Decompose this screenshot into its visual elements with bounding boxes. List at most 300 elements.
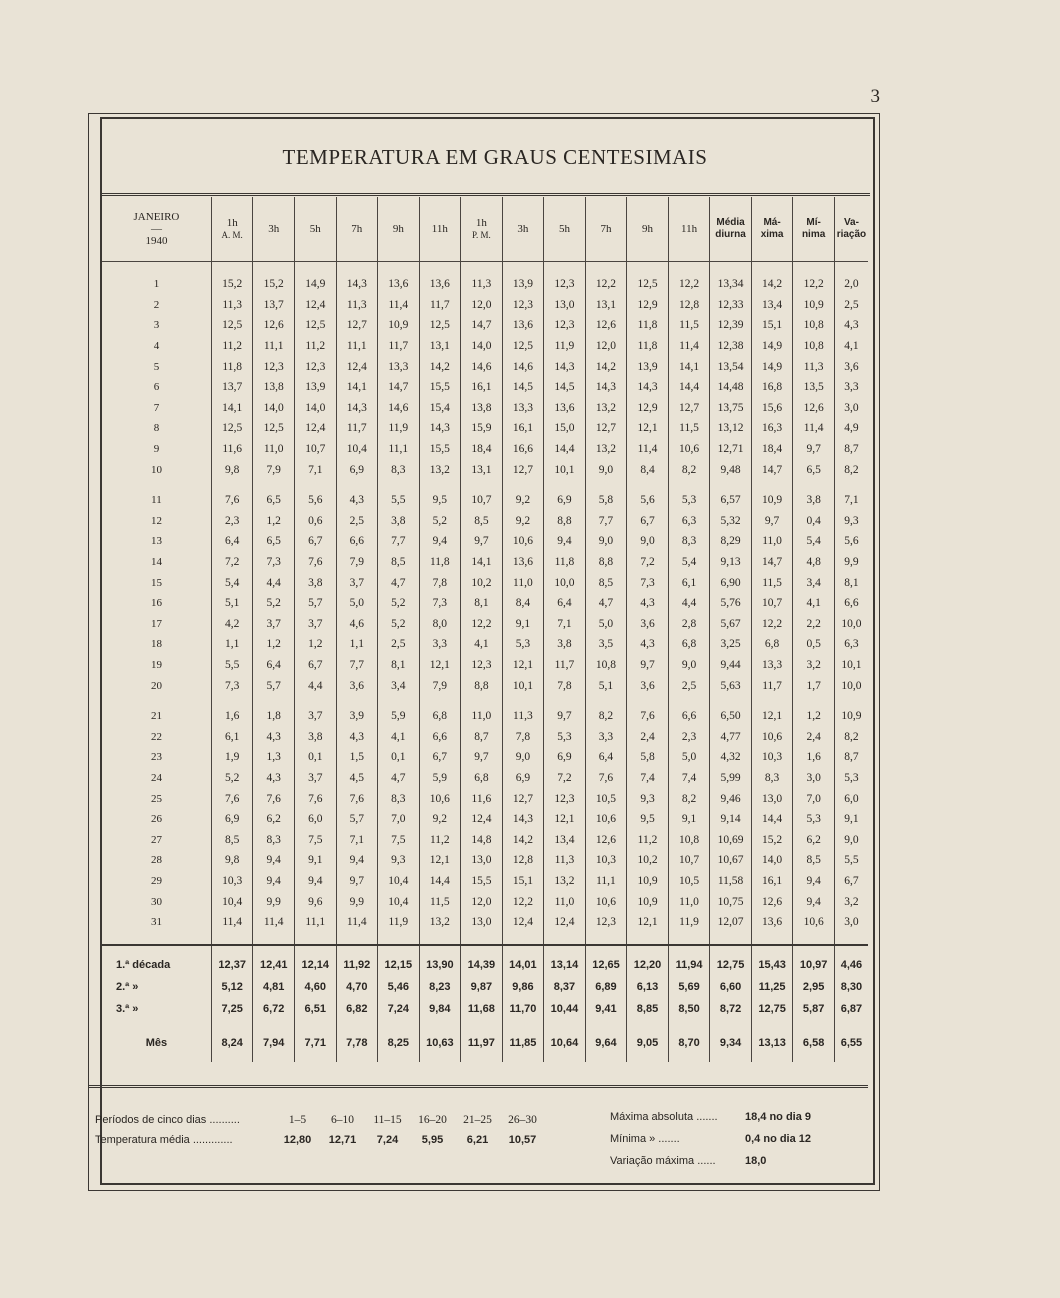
value-cell: 14,6 <box>461 356 503 377</box>
value-cell: 12,2 <box>668 262 710 295</box>
value-cell: 13,6 <box>544 398 586 419</box>
value-cell: 7,8 <box>502 726 544 747</box>
table-row <box>102 675 868 696</box>
value-cell: 11,4 <box>336 912 378 946</box>
value-cell: 14,5 <box>502 377 544 398</box>
value-cell: 9,4 <box>793 871 835 892</box>
value-cell: 12,5 <box>419 315 461 336</box>
value-cell: 10,7 <box>461 480 503 511</box>
value-cell: 1,2 <box>793 696 835 727</box>
value-cell: 12,5 <box>627 262 669 295</box>
value-cell: 6,2 <box>253 809 295 830</box>
value-cell: 2,0 <box>834 262 868 295</box>
value-cell: 2,5 <box>834 295 868 316</box>
value-cell: 10,4 <box>378 891 420 912</box>
value-cell: 6,8 <box>461 768 503 789</box>
summary-value: 10,97 <box>793 945 835 976</box>
value-cell: 4,2 <box>211 614 253 635</box>
value-cell: 11,3 <box>461 262 503 295</box>
value-cell: 3,8 <box>378 511 420 532</box>
value-cell: 10,9 <box>627 891 669 912</box>
five-day-periods <box>95 1110 555 1150</box>
value-cell: 11,1 <box>585 871 627 892</box>
value-cell: 9,1 <box>502 614 544 635</box>
value-cell: 1,1 <box>336 634 378 655</box>
value-cell: 12,1 <box>751 696 793 727</box>
maxima-header-bottom: xima <box>760 229 784 240</box>
value-cell: 9,0 <box>585 531 627 552</box>
summary-value: 11,85 <box>502 1020 544 1062</box>
value-cell: 2,4 <box>627 726 669 747</box>
value-cell: 10,5 <box>668 871 710 892</box>
day-cell: 18 <box>150 638 162 651</box>
value-cell: 12,4 <box>502 912 544 946</box>
value-cell: 7,0 <box>793 788 835 809</box>
value-cell: 11,2 <box>419 829 461 850</box>
value-cell: 11,1 <box>378 439 420 460</box>
value-cell: 11,6 <box>211 439 253 460</box>
table-row <box>102 891 868 912</box>
hour-header <box>544 197 586 262</box>
media-header-top: Média <box>716 217 745 228</box>
summary-value: 7,24 <box>378 998 420 1020</box>
value-cell: 8,5 <box>793 850 835 871</box>
table-row <box>102 696 868 727</box>
table-body <box>102 262 868 1063</box>
summary-value: 12,41 <box>253 945 295 976</box>
value-cell: 3,4 <box>793 572 835 593</box>
value-cell: 14,1 <box>668 356 710 377</box>
minima-header <box>793 197 835 262</box>
hour-header <box>294 197 336 262</box>
value-cell: 15,2 <box>253 262 295 295</box>
minima-header-bottom: nima <box>801 229 826 240</box>
value-cell: 4,1 <box>378 726 420 747</box>
value-cell: 11,4 <box>627 439 669 460</box>
value-cell: 14,4 <box>419 871 461 892</box>
day-cell: 5 <box>153 360 160 373</box>
value-cell: 1,2 <box>294 634 336 655</box>
value-cell: 10,7 <box>668 850 710 871</box>
hour-label: 5h <box>309 223 321 235</box>
table-row <box>102 480 868 511</box>
day-cell: 12 <box>150 514 162 527</box>
value-cell: 3,6 <box>336 675 378 696</box>
table-row <box>102 295 868 316</box>
value-cell: 12,4 <box>294 295 336 316</box>
value-cell: 14,0 <box>253 398 295 419</box>
value-cell: 12,2 <box>461 614 503 635</box>
value-cell: 4,1 <box>461 634 503 655</box>
value-cell: 9,4 <box>336 850 378 871</box>
value-cell: 0,1 <box>378 747 420 768</box>
value-cell: 5,3 <box>502 634 544 655</box>
value-cell: 10,8 <box>793 315 835 336</box>
value-cell: 4,7 <box>378 768 420 789</box>
value-cell: 8,5 <box>461 511 503 532</box>
summary-row <box>102 976 868 998</box>
table-row <box>102 418 868 439</box>
value-cell: 3,3 <box>585 726 627 747</box>
value-cell: 4,3 <box>336 726 378 747</box>
value-cell: 14,3 <box>627 377 669 398</box>
value-cell: 12,3 <box>544 788 586 809</box>
summary-label: Mês <box>145 1037 168 1050</box>
value-cell: 11,0 <box>253 439 295 460</box>
value-cell: 8,5 <box>585 572 627 593</box>
value-cell: 4,3 <box>253 726 295 747</box>
value-cell: 16,1 <box>751 871 793 892</box>
value-cell: 13,2 <box>585 439 627 460</box>
value-cell: 11,1 <box>336 336 378 357</box>
value-cell: 14,7 <box>751 552 793 573</box>
value-cell: 9,9 <box>336 891 378 912</box>
value-cell: 12,3 <box>585 912 627 946</box>
summary-value: 13,13 <box>751 1020 793 1062</box>
value-cell: 13,9 <box>502 262 544 295</box>
value-cell: 13,12 <box>710 418 752 439</box>
day-cell: 26 <box>150 813 162 826</box>
max-abs-label: Máxima absoluta ....... <box>610 1111 718 1123</box>
value-cell: 11,1 <box>294 912 336 946</box>
value-cell: 13,8 <box>253 377 295 398</box>
day-cell: 9 <box>153 443 160 456</box>
value-cell: 12,5 <box>211 315 253 336</box>
value-cell: 0,5 <box>793 634 835 655</box>
summary-value: 13,14 <box>544 945 586 976</box>
value-cell: 15,1 <box>751 315 793 336</box>
value-cell: 10,0 <box>544 572 586 593</box>
value-cell: 6,3 <box>668 511 710 532</box>
value-cell: 13,34 <box>710 262 752 295</box>
value-cell: 5,4 <box>793 531 835 552</box>
value-cell: 14,2 <box>585 356 627 377</box>
summary-value: 6,72 <box>253 998 295 1020</box>
value-cell: 7,0 <box>378 809 420 830</box>
value-cell: 8,2 <box>585 696 627 727</box>
value-cell: 13,75 <box>710 398 752 419</box>
value-cell: 6,7 <box>294 531 336 552</box>
value-cell: 1,3 <box>253 747 295 768</box>
day-cell: 10 <box>150 463 162 476</box>
day-cell: 30 <box>150 895 162 908</box>
value-cell: 16,1 <box>502 418 544 439</box>
value-cell: 13,6 <box>378 262 420 295</box>
table-row <box>102 593 868 614</box>
value-cell: 12,0 <box>461 295 503 316</box>
day-cell: 2 <box>153 298 160 311</box>
value-cell: 1,7 <box>793 675 835 696</box>
summary-row <box>102 945 868 976</box>
value-cell: 12,2 <box>502 891 544 912</box>
value-cell: 4,7 <box>585 593 627 614</box>
min-row <box>610 1128 870 1150</box>
value-cell: 11,9 <box>668 912 710 946</box>
value-cell: 7,1 <box>336 829 378 850</box>
value-cell: 7,1 <box>294 459 336 480</box>
summary-value: 6,89 <box>585 976 627 998</box>
value-cell: 5,6 <box>294 480 336 511</box>
summary-value: 6,55 <box>834 1020 868 1062</box>
value-cell: 6,1 <box>211 726 253 747</box>
value-cell: 15,2 <box>211 262 253 295</box>
value-cell: 14,1 <box>336 377 378 398</box>
min-label: Mínima » ....... <box>610 1133 680 1145</box>
value-cell: 7,8 <box>419 572 461 593</box>
value-cell: 12,1 <box>627 418 669 439</box>
value-cell: 5,7 <box>253 675 295 696</box>
value-cell: 3,8 <box>294 726 336 747</box>
value-cell: 6,0 <box>834 788 868 809</box>
value-cell: 3,5 <box>585 634 627 655</box>
value-cell: 14,3 <box>502 809 544 830</box>
value-cell: 1,2 <box>253 511 295 532</box>
value-cell: 10,0 <box>834 675 868 696</box>
value-cell: 12,6 <box>253 315 295 336</box>
value-cell: 11,6 <box>461 788 503 809</box>
value-cell: 3,2 <box>834 891 868 912</box>
value-cell: 1,1 <box>211 634 253 655</box>
media-header <box>710 197 752 262</box>
value-cell: 15,6 <box>751 398 793 419</box>
value-cell: 6,1 <box>668 572 710 593</box>
day-cell: 19 <box>150 658 162 671</box>
value-cell: 10,4 <box>336 439 378 460</box>
value-cell: 6,57 <box>710 480 752 511</box>
value-cell: 8,8 <box>461 675 503 696</box>
hour-label: 5h <box>558 223 570 235</box>
value-cell: 6,5 <box>253 531 295 552</box>
value-cell: 11,0 <box>461 696 503 727</box>
value-cell: 3,3 <box>834 377 868 398</box>
value-cell: 10,69 <box>710 829 752 850</box>
value-cell: 10,1 <box>502 675 544 696</box>
value-cell: 10,4 <box>211 891 253 912</box>
period-mean-temp: 10,57 <box>508 1134 537 1146</box>
summary-value: 12,75 <box>751 998 793 1020</box>
value-cell: 12,7 <box>585 418 627 439</box>
value-cell: 12,1 <box>419 850 461 871</box>
value-cell: 11,4 <box>378 295 420 316</box>
value-cell: 2,5 <box>378 634 420 655</box>
value-cell: 12,8 <box>502 850 544 871</box>
summary-value: 11,25 <box>751 976 793 998</box>
summary-value: 4,60 <box>294 976 336 998</box>
value-cell: 7,6 <box>585 768 627 789</box>
day-cell: 21 <box>150 710 162 723</box>
value-cell: 8,1 <box>461 593 503 614</box>
summary-row <box>102 998 868 1020</box>
value-cell: 13,6 <box>502 315 544 336</box>
value-cell: 9,7 <box>793 439 835 460</box>
value-cell: 9,1 <box>294 850 336 871</box>
value-cell: 10,6 <box>585 891 627 912</box>
day-cell: 13 <box>150 535 162 548</box>
summary-value: 12,75 <box>710 945 752 976</box>
table-row <box>102 829 868 850</box>
value-cell: 13,9 <box>294 377 336 398</box>
value-cell: 12,7 <box>668 398 710 419</box>
summary-value: 8,72 <box>710 998 752 1020</box>
value-cell: 8,3 <box>668 531 710 552</box>
value-cell: 9,0 <box>668 655 710 676</box>
value-cell: 13,54 <box>710 356 752 377</box>
value-cell: 4,9 <box>834 418 868 439</box>
value-cell: 1,8 <box>253 696 295 727</box>
value-cell: 12,4 <box>544 912 586 946</box>
value-cell: 6,4 <box>544 593 586 614</box>
value-cell: 13,0 <box>751 788 793 809</box>
summary-value: 9,05 <box>627 1020 669 1062</box>
value-cell: 7,3 <box>627 572 669 593</box>
table-row <box>102 726 868 747</box>
value-cell: 2,2 <box>793 614 835 635</box>
value-cell: 12,71 <box>710 439 752 460</box>
value-cell: 6,8 <box>751 634 793 655</box>
value-cell: 7,2 <box>627 552 669 573</box>
value-cell: 12,33 <box>710 295 752 316</box>
value-cell: 12,1 <box>544 809 586 830</box>
value-cell: 9,2 <box>502 480 544 511</box>
value-cell: 3,0 <box>834 398 868 419</box>
value-cell: 6,6 <box>336 531 378 552</box>
value-cell: 4,4 <box>668 593 710 614</box>
hour-label: 1h <box>475 217 487 229</box>
value-cell: 3,25 <box>710 634 752 655</box>
value-cell: 6,90 <box>710 572 752 593</box>
title-divider <box>102 193 870 196</box>
value-cell: 11,8 <box>419 552 461 573</box>
value-cell: 15,2 <box>751 829 793 850</box>
value-cell: 13,6 <box>419 262 461 295</box>
summary-value: 12,37 <box>211 945 253 976</box>
value-cell: 10,9 <box>793 295 835 316</box>
table-row <box>102 459 868 480</box>
day-cell: 17 <box>150 617 162 630</box>
day-cell: 15 <box>150 576 162 589</box>
value-cell: 3,6 <box>834 356 868 377</box>
day-cell: 22 <box>150 730 162 743</box>
value-cell: 12,1 <box>502 655 544 676</box>
value-cell: 13,0 <box>461 912 503 946</box>
value-cell: 14,6 <box>378 398 420 419</box>
value-cell: 9,1 <box>668 809 710 830</box>
value-cell: 11,4 <box>668 336 710 357</box>
hour-header <box>668 197 710 262</box>
table-row <box>102 356 868 377</box>
page-title: TEMPERATURA EM GRAUS CENTESIMAIS <box>282 145 708 169</box>
value-cell: 8,3 <box>378 788 420 809</box>
value-cell: 5,3 <box>544 726 586 747</box>
value-cell: 5,63 <box>710 675 752 696</box>
value-cell: 9,5 <box>627 809 669 830</box>
value-cell: 6,8 <box>419 696 461 727</box>
value-cell: 18,4 <box>751 439 793 460</box>
summary-value: 8,23 <box>419 976 461 998</box>
value-cell: 6,5 <box>253 480 295 511</box>
value-cell: 6,8 <box>668 634 710 655</box>
day-cell: 24 <box>150 771 162 784</box>
value-cell: 12,4 <box>461 809 503 830</box>
footer-divider <box>88 1085 868 1088</box>
day-cell: 6 <box>153 381 160 394</box>
value-cell: 12,4 <box>294 418 336 439</box>
value-cell: 11,58 <box>710 871 752 892</box>
value-cell: 1,9 <box>211 747 253 768</box>
value-cell: 11,0 <box>668 891 710 912</box>
value-cell: 14,9 <box>751 356 793 377</box>
value-cell: 6,4 <box>585 747 627 768</box>
value-cell: 6,5 <box>793 459 835 480</box>
summary-label: 3.ª » <box>116 1003 139 1016</box>
hour-header <box>211 197 253 262</box>
table-row <box>102 912 868 946</box>
value-cell: 12,3 <box>294 356 336 377</box>
value-cell: 9,2 <box>419 809 461 830</box>
value-cell: 6,50 <box>710 696 752 727</box>
var-label: Variação máxima ...... <box>610 1155 716 1167</box>
value-cell: 11,3 <box>793 356 835 377</box>
value-cell: 10,6 <box>419 788 461 809</box>
table-row <box>102 614 868 635</box>
value-cell: 10,9 <box>751 480 793 511</box>
variacao-header <box>834 197 868 262</box>
day-cell: 11 <box>151 494 162 507</box>
value-cell: 14,9 <box>751 336 793 357</box>
hour-label: 7h <box>600 223 612 235</box>
value-cell: 10,6 <box>585 809 627 830</box>
value-cell: 14,3 <box>419 418 461 439</box>
summary-value: 6,87 <box>834 998 868 1020</box>
value-cell: 11,7 <box>378 336 420 357</box>
summary-value: 11,92 <box>336 945 378 976</box>
value-cell: 12,9 <box>627 295 669 316</box>
value-cell: 10,3 <box>211 871 253 892</box>
value-cell: 10,6 <box>793 912 835 946</box>
value-cell: 6,6 <box>834 593 868 614</box>
value-cell: 12,6 <box>585 315 627 336</box>
value-cell: 12,3 <box>544 262 586 295</box>
value-cell: 13,0 <box>544 295 586 316</box>
value-cell: 11,0 <box>544 891 586 912</box>
value-cell: 13,1 <box>419 336 461 357</box>
summary-value: 10,63 <box>419 1020 461 1062</box>
day-cell: 7 <box>153 401 160 414</box>
value-cell: 4,3 <box>627 593 669 614</box>
value-cell: 11,1 <box>253 336 295 357</box>
value-cell: 6,3 <box>834 634 868 655</box>
value-cell: 10,67 <box>710 850 752 871</box>
period-range: 26–30 <box>508 1114 537 1126</box>
period-range: 11–15 <box>373 1114 402 1126</box>
value-cell: 11,9 <box>378 418 420 439</box>
value-cell: 8,8 <box>544 511 586 532</box>
value-cell: 13,6 <box>751 912 793 946</box>
summary-value: 11,68 <box>461 998 503 1020</box>
value-cell: 12,5 <box>294 315 336 336</box>
value-cell: 13,5 <box>793 377 835 398</box>
hour-period: A. M. <box>221 230 243 240</box>
hour-label: 11h <box>680 223 698 235</box>
value-cell: 8,1 <box>378 655 420 676</box>
value-cell: 15,5 <box>461 871 503 892</box>
value-cell: 6,7 <box>294 655 336 676</box>
table-row <box>102 572 868 593</box>
periods-label: Períodos de cinco dias .......... <box>95 1114 240 1126</box>
value-cell: 14,4 <box>544 439 586 460</box>
value-cell: 9,4 <box>294 871 336 892</box>
summary-value: 6,51 <box>294 998 336 1020</box>
